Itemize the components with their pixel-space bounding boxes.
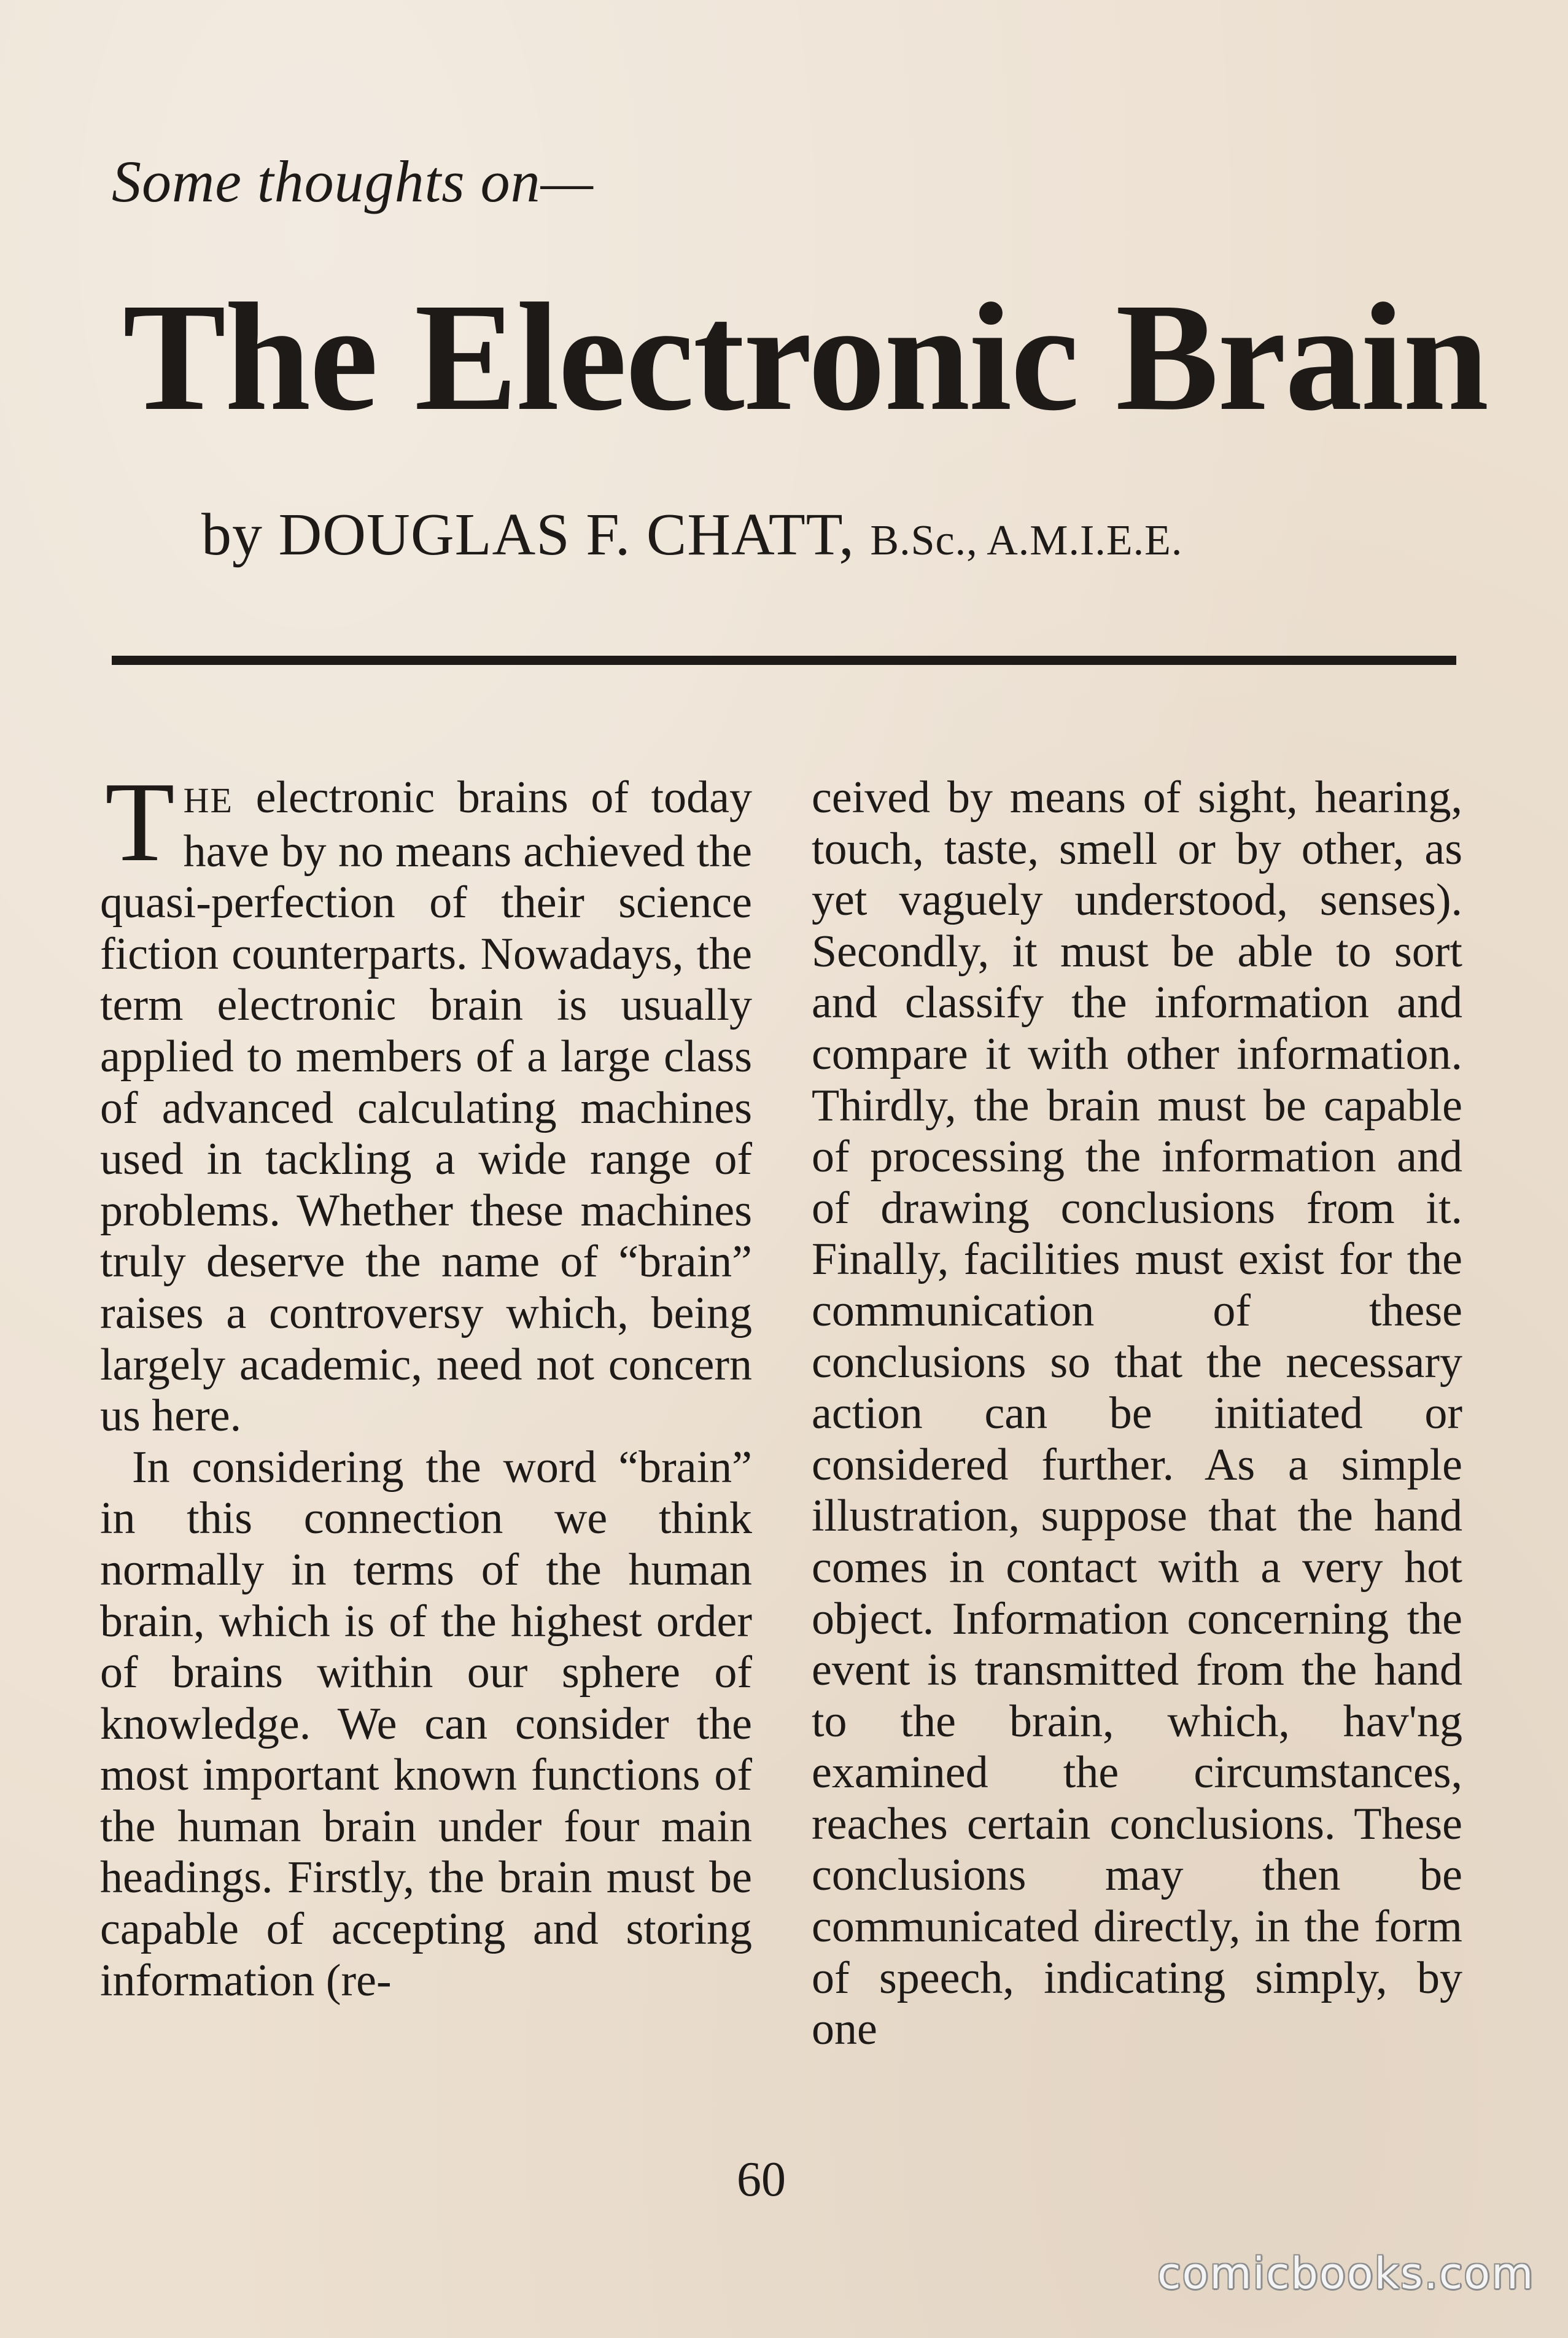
page-number: 60 <box>737 2153 786 2207</box>
text-column-left <box>100 759 752 2006</box>
article-kicker: Some thoughts on— <box>112 149 594 214</box>
author-credentials: B.Sc., A.M.I.E.E. <box>870 517 1183 564</box>
paragraph-continued: ceived by means of sight, hearing, touch, taste, smell or by other, as yet vaguely understood, senses). Secondly, it must be able to sort and classify the information and compare it with other information. Thirdly, the brain must be capable of processing the information and of drawing conclusions from it. Finally, facilities must exist for the communication of these conclusions so that the necessary action can be initiated or considered further. As a simple illustration, suppose that the hand comes in contact with a very hot object. Information concerning the event is transmitted from the hand to the brain, which, hav'ng examined the circumstances, reaches certain conclusions. These conclusions may then be communicated directly, in the form of speech, indicating simply, by one <box>812 772 1462 2055</box>
text-column-right <box>812 772 1462 2056</box>
site-watermark: comicbooks.com <box>1157 2248 1535 2299</box>
paragraph-2: In considering the word “brain” in this connection we think normally in terms of the human brain, which is of the highest order of brains within our sphere of knowledge. We can consider the most important known functions of the human brain under four main headings. Firstly, the brain must be capable of accepting and storing information (re- <box>100 1442 752 2006</box>
title-divider <box>112 656 1456 665</box>
paragraph-1-text: electronic brains of today have by no means achieved the quasi-perfection of their science fiction counterparts. Nowadays, the term electronic brain is usually applied to members of a large class of advanced calculating machines used in tackling a wide range of problems. Whether these machines truly deserve the name of “brain” raises a controversy which, being largely academic, need not concern us here. <box>100 772 752 1442</box>
article-title: The Electronic Brain <box>123 271 1488 443</box>
article-byline <box>201 500 1182 569</box>
drop-cap: T <box>105 759 175 885</box>
paragraph-1 <box>100 759 752 1442</box>
small-caps-lead: HE <box>183 780 233 820</box>
author-name: by DOUGLAS F. CHATT, <box>201 502 855 568</box>
